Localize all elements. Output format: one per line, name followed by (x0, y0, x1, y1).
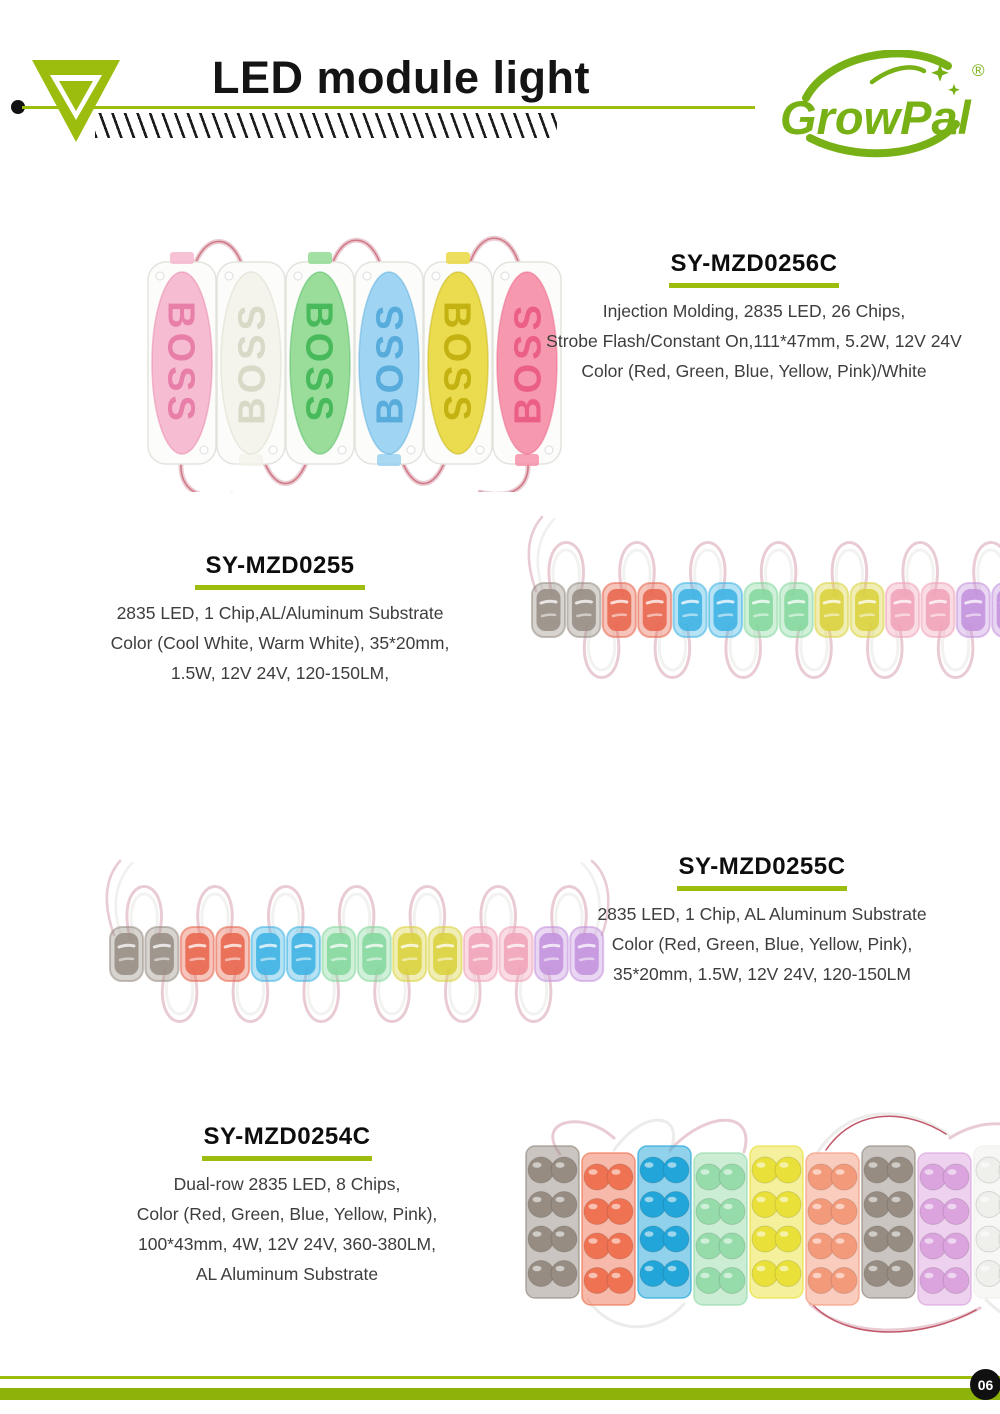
svg-text:BOSS: BOSS (159, 301, 202, 425)
model-underline (202, 1156, 372, 1161)
svg-text:BOSS: BOSS (507, 301, 550, 425)
svg-text:BOSS: BOSS (231, 301, 274, 425)
product-spec-line: Color (Cool White, Warm White), 35*20mm, (110, 632, 450, 653)
product-info-4 (72, 1123, 502, 1289)
product-model: SY-MZD0254C (203, 1123, 371, 1150)
product-photo-boss-modules (140, 234, 570, 492)
product-spec-line: 100*43mm, 4W, 12V 24V, 360-380LM, (137, 1233, 436, 1254)
model-underline (195, 585, 365, 590)
header-rule (22, 106, 755, 109)
registered-mark: ® (972, 61, 985, 80)
product-spec-line: 1.5W, 12V 24V, 120-150LM, (170, 662, 390, 683)
product-spec-line: Color (Red, Green, Blue, Yellow, Pink), (611, 933, 913, 954)
footer-thin-rule (0, 1376, 1000, 1379)
product-info-1 (529, 250, 979, 386)
brand-name: GrowPal (780, 91, 971, 144)
hatch-decoration (95, 113, 557, 138)
product-spec-line: Strobe Flash/Constant On,111*47mm, 5.2W, 12V 24V (546, 330, 962, 351)
product-photo-dual-row-modules (518, 1110, 1000, 1340)
svg-text:BOSS: BOSS (297, 301, 340, 425)
product-photo-module-strip-2 (98, 854, 618, 1054)
product-spec-line: 2835 LED, 1 Chip,AL/Aluminum Substrate (116, 602, 444, 623)
brand-logo (772, 50, 994, 162)
product-spec-line: Dual-row 2835 LED, 8 Chips, (173, 1173, 401, 1194)
product-model: SY-MZD0255C (678, 853, 846, 880)
product-spec-line: Color (Red, Green, Blue, Yellow, Pink)/White (581, 360, 927, 381)
product-photo-module-strip-1 (520, 514, 1000, 706)
product-spec-line: Injection Molding, 2835 LED, 26 Chips, (602, 300, 906, 321)
product-model: SY-MZD0256C (670, 250, 838, 277)
product-info-2 (62, 552, 498, 688)
product-info-3 (562, 853, 962, 989)
product-spec-line: Color (Red, Green, Blue, Yellow, Pink), (136, 1203, 438, 1224)
product-spec-line: AL Aluminum Substrate (195, 1263, 379, 1284)
svg-text:BOSS: BOSS (435, 301, 478, 425)
product-model: SY-MZD0255 (205, 552, 355, 579)
svg-text:BOSS: BOSS (369, 301, 412, 425)
model-underline (669, 283, 839, 288)
page-number-badge: 06 (970, 1369, 1000, 1400)
page-title: LED module light (212, 52, 590, 103)
product-spec-line: 2835 LED, 1 Chip, AL Aluminum Substrate (597, 903, 927, 924)
footer-bar (0, 1388, 1000, 1400)
product-spec-line: 35*20mm, 1.5W, 12V 24V, 120-150LM (612, 963, 911, 984)
model-underline (677, 886, 847, 891)
